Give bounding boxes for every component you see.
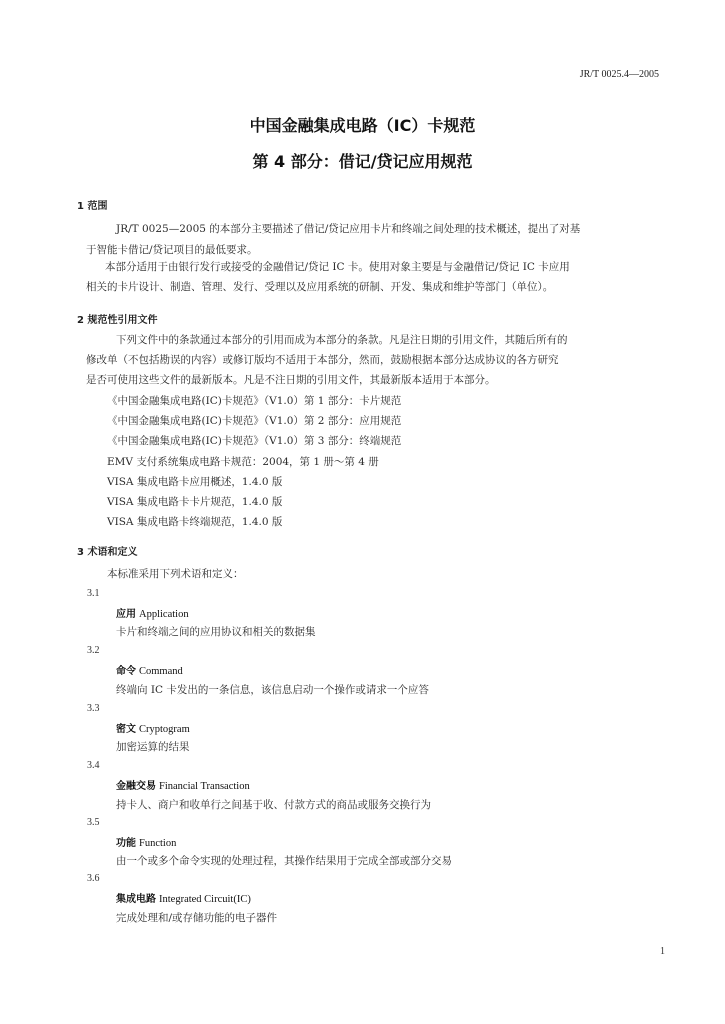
term-definition: 持卡人、商户和收单行之间基于收、付款方式的商品或服务交换行为 — [116, 799, 431, 811]
term-number: 3.4 — [87, 760, 100, 771]
term-chinese: 命令 — [116, 666, 136, 677]
reference-item: VISA 集成电路卡终端规范，1.4.0 版 — [107, 516, 283, 528]
term-number: 3.6 — [87, 873, 100, 884]
reference-item: 《中国金融集成电路(IC)卡规范》（V1.0）第 2 部分：应用规范 — [107, 415, 402, 427]
term-english: Function — [139, 838, 177, 849]
term-definition: 卡片和终端之间的应用协议和相关的数据集 — [116, 626, 316, 638]
term-heading — [116, 834, 176, 849]
section-1-para-2-line-2: 相关的卡片设计、制造、管理、发行、受理以及应用系统的研制、开发、集成和维护等部门（单位）。 — [86, 281, 554, 293]
term-definition: 完成处理和/或存储功能的电子器件 — [116, 912, 278, 924]
term-number: 3.5 — [87, 817, 100, 828]
term-english: Command — [139, 666, 183, 677]
term-chinese: 金融交易 — [116, 781, 156, 792]
page-number: 1 — [660, 946, 665, 957]
term-heading — [116, 605, 189, 620]
term-number: 3.1 — [87, 588, 100, 599]
term-heading — [116, 890, 251, 905]
reference-item: EMV 支付系统集成电路卡规范：2004，第 1 册～第 4 册 — [107, 456, 379, 468]
document-subtitle: 第 4 部分：借记/贷记应用规范 — [252, 152, 473, 171]
section-3-heading: 3 术语和定义 — [77, 547, 138, 558]
reference-item: 《中国金融集成电路(IC)卡规范》（V1.0）第 1 部分：卡片规范 — [107, 395, 402, 407]
term-english: Integrated Circuit(IC) — [159, 894, 251, 905]
section-2-para-line-1: 下列文件中的条款通过本部分的引用而成为本部分的条款。凡是注日期的引用文件，其随后所有的 — [116, 334, 568, 346]
section-2-heading: 2 规范性引用文件 — [77, 315, 158, 326]
section-2-para-line-3: 是否可使用这些文件的最新版本。凡是不注日期的引用文件，其最新版本适用于本部分。 — [86, 374, 496, 386]
term-chinese: 功能 — [116, 838, 136, 849]
section-3-intro: 本标准采用下列术语和定义： — [107, 568, 244, 580]
term-english: Application — [139, 609, 189, 620]
reference-item: 《中国金融集成电路(IC)卡规范》（V1.0）第 3 部分：终端规范 — [107, 435, 402, 447]
term-definition: 终端向 IC 卡发出的一条信息，该信息启动一个操作或请求一个应答 — [116, 684, 429, 696]
term-heading — [116, 662, 183, 677]
reference-item: VISA 集成电路卡卡片规范，1.4.0 版 — [107, 496, 283, 508]
document-title: 中国金融集成电路（IC）卡规范 — [249, 116, 476, 135]
section-1-para-1-line-2: 于智能卡借记/贷记项目的最低要求。 — [86, 244, 258, 256]
reference-item: VISA 集成电路卡应用概述，1.4.0 版 — [107, 476, 283, 488]
term-english: Cryptogram — [139, 724, 190, 735]
term-chinese: 应用 — [116, 609, 136, 620]
term-english: Financial Transaction — [159, 781, 250, 792]
term-heading — [116, 720, 190, 735]
term-chinese: 密文 — [116, 724, 136, 735]
section-1-para-2-line-1: 本部分适用于由银行发行或接受的金融借记/贷记 IC 卡。使用对象主要是与金融借记/贷记 IC 卡应用 — [105, 261, 570, 273]
section-1-heading: 1 范围 — [77, 201, 108, 212]
term-chinese: 集成电路 — [116, 894, 156, 905]
standard-code: JR/T 0025.4—2005 — [579, 69, 659, 80]
term-definition: 由一个或多个命令实现的处理过程，其操作结果用于完成全部或部分交易 — [116, 855, 452, 867]
term-definition: 加密运算的结果 — [116, 741, 190, 753]
term-heading — [116, 777, 250, 792]
term-number: 3.3 — [87, 703, 100, 714]
section-1-para-1-line-1: JR/T 0025—2005 的本部分主要描述了借记/贷记应用卡片和终端之间处理的技术概述，提出了对基 — [116, 223, 581, 235]
term-number: 3.2 — [87, 645, 100, 656]
section-2-para-line-2: 修改单（不包括勘误的内容）或修订版均不适用于本部分，然而，鼓励根据本部分达成协议的各方研究 — [86, 354, 559, 366]
